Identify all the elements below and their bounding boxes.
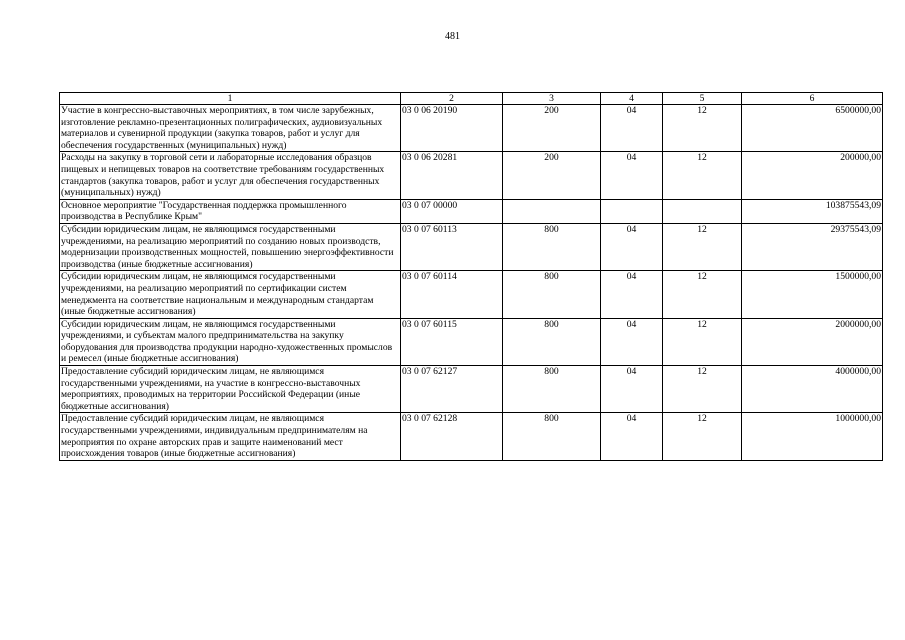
row-code: 03 0 07 60113 [401, 223, 503, 270]
header-col-3: 3 [503, 93, 601, 105]
header-col-1: 1 [60, 93, 401, 105]
budget-table [59, 92, 883, 461]
row-amount: 103875543,09 [742, 199, 883, 223]
row-subsection: 12 [663, 152, 742, 199]
row-name: Основное мероприятие "Государственная поддержка промышленного производства в Республике Крым" [60, 199, 401, 223]
page-number: 481 [445, 31, 460, 42]
row-section: 04 [601, 318, 663, 365]
row-type: 200 [503, 105, 601, 152]
row-subsection: 12 [663, 366, 742, 413]
row-type: 800 [503, 413, 601, 460]
header-col-4: 4 [601, 93, 663, 105]
row-subsection: 12 [663, 318, 742, 365]
row-name: Субсидии юридическим лицам, не являющимся государственными учреждениями, на реализацию мероприятий по сертификации систем менеджмента на соответствие национальным и международным стандартам (иные бюджетные ассигнования) [60, 271, 401, 318]
header-col-2: 2 [401, 93, 503, 105]
row-subsection: 12 [663, 223, 742, 270]
table-header-row [60, 93, 883, 105]
row-amount: 29375543,09 [742, 223, 883, 270]
row-amount: 4000000,00 [742, 366, 883, 413]
row-section: 04 [601, 105, 663, 152]
row-subsection [663, 199, 742, 223]
row-type: 800 [503, 223, 601, 270]
row-code: 03 0 07 00000 [401, 199, 503, 223]
row-type: 200 [503, 152, 601, 199]
table-row [60, 413, 883, 460]
header-col-5: 5 [663, 93, 742, 105]
row-name: Предоставление субсидий юридическим лицам, не являющимся государственными учреждениями, на участие в конгрессно-выставочных мероприятиях, проводимых на территории Российской Федерации (иные бюджетные ассигнования) [60, 366, 401, 413]
row-section: 04 [601, 223, 663, 270]
row-type: 800 [503, 366, 601, 413]
table-row [60, 318, 883, 365]
row-subsection: 12 [663, 271, 742, 318]
row-section [601, 199, 663, 223]
row-name: Участие в конгрессно-выставочных мероприятиях, в том числе зарубежных, изготовление рекламно-презентационных полиграфических, аудиовизуальных материалов и сувенирной продукции (закупка товаров, работ и услуг для обеспечения государственных (муниципальных) нужд) [60, 105, 401, 152]
row-amount: 2000000,00 [742, 318, 883, 365]
row-name: Субсидии юридическим лицам, не являющимся государственными учреждениями, на реализацию мероприятий по созданию новых производств, модернизации производственных мощностей, повышению энергоэффективности производства (иные бюджетные ассигнования) [60, 223, 401, 270]
table-row [60, 366, 883, 413]
row-section: 04 [601, 413, 663, 460]
row-amount: 200000,00 [742, 152, 883, 199]
table-row [60, 152, 883, 199]
row-code: 03 0 07 60114 [401, 271, 503, 318]
row-name: Расходы на закупку в торговой сети и лабораторные исследования образцов пищевых и непищевых товаров на соответствие требованиям государственных стандартов (закупка товаров, работ и услуг для обеспечения государственных (муниципальных) нужд) [60, 152, 401, 199]
row-type: 800 [503, 271, 601, 318]
row-code: 03 0 07 60115 [401, 318, 503, 365]
table-row [60, 223, 883, 270]
row-type: 800 [503, 318, 601, 365]
row-code: 03 0 06 20190 [401, 105, 503, 152]
row-name: Субсидии юридическим лицам, не являющимся государственными учреждениями, и субъектам малого предпринимательства на закупку оборудования для производства продукции народно-художественных промыслов и ремесел (иные бюджетные ассигнования) [60, 318, 401, 365]
row-subsection: 12 [663, 413, 742, 460]
table-row [60, 105, 883, 152]
row-amount: 1500000,00 [742, 271, 883, 318]
row-subsection: 12 [663, 105, 742, 152]
header-col-6: 6 [742, 93, 883, 105]
row-code: 03 0 07 62127 [401, 366, 503, 413]
table-row [60, 271, 883, 318]
row-type [503, 199, 601, 223]
row-name: Предоставление субсидий юридическим лицам, не являющимся государственными учреждениями, индивидуальным предпринимателям на мероприятия по охране авторских прав и защите наименований мест происхождения товаров (иные бюджетные ассигнования) [60, 413, 401, 460]
row-amount: 1000000,00 [742, 413, 883, 460]
row-code: 03 0 07 62128 [401, 413, 503, 460]
row-amount: 6500000,00 [742, 105, 883, 152]
table-row [60, 199, 883, 223]
row-section: 04 [601, 271, 663, 318]
row-code: 03 0 06 20281 [401, 152, 503, 199]
row-section: 04 [601, 366, 663, 413]
row-section: 04 [601, 152, 663, 199]
